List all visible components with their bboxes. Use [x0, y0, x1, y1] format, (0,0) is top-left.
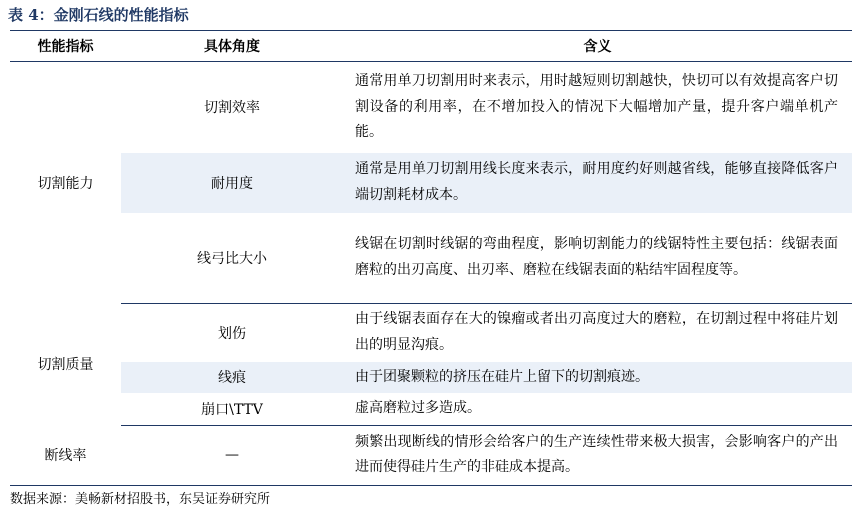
table-row	[10, 153, 852, 213]
table-row	[10, 62, 852, 153]
metric-cell: 切割能力	[37, 175, 94, 192]
table-row	[10, 393, 852, 425]
aspect-cell: 耐用度	[121, 153, 343, 213]
table-row	[10, 362, 852, 394]
table-row	[10, 213, 852, 304]
header-meaning: 含义	[343, 31, 852, 62]
header-metric: 性能指标	[10, 31, 121, 62]
header-aspect: 具体角度	[121, 31, 343, 62]
table-header-row	[10, 31, 852, 62]
table-caption: 表 4：金刚石线的性能指标	[8, 6, 189, 24]
performance-table-wrapper	[10, 30, 852, 486]
meaning-cell: 通常是用单刀切割用线长度来表示，耐用度约好则越省线，能够直接降低客户端切割耗材成本。	[343, 153, 852, 213]
meaning-cell: 由于团聚颗粒的挤压在硅片上留下的切割痕迹。	[343, 362, 852, 394]
performance-table	[10, 30, 852, 486]
table-row	[10, 304, 852, 362]
aspect-cell: 划伤	[218, 325, 246, 342]
aspect-cell: 线弓比大小	[121, 213, 343, 304]
meaning-cell: 由于线锯表面存在大的镍瘤或者出刃高度过大的磨粒，在切割过程中将硅片划出的明显沟痕。	[355, 311, 838, 353]
aspect-cell: —	[121, 425, 343, 485]
metric-cell: 切割质量	[37, 357, 94, 374]
source-note: 数据来源：美畅新材招股书，东吴证券研究所	[10, 492, 271, 507]
meaning-cell: 虚高磨粒过多造成。	[343, 393, 852, 425]
meaning-cell: 通常用单刀切割用时来表示，用时越短则切割越快，快切可以有效提高客户切割设备的利用率，在不增加投入的情况下大幅增加产量，提升客户端单机产能。	[355, 73, 838, 140]
meaning-cell: 线锯在切割时线锯的弯曲程度，影响切割能力的线锯特性主要包括：线锯表面磨粒的出刃高度、出刃率、磨粒在线锯表面的粘结牢固程度等。	[343, 213, 852, 304]
aspect-cell: 线痕	[121, 362, 343, 394]
metric-cell: 断线率	[10, 425, 121, 485]
table-row	[10, 425, 852, 485]
meaning-cell: 频繁出现断线的情形会给客户的生产连续性带来极大损害，会影响客户的产出进而使得硅片生产的非硅成本提高。	[343, 425, 852, 485]
aspect-cell: 崩口\TTV	[121, 393, 343, 425]
aspect-cell: 切割效率	[204, 100, 260, 117]
